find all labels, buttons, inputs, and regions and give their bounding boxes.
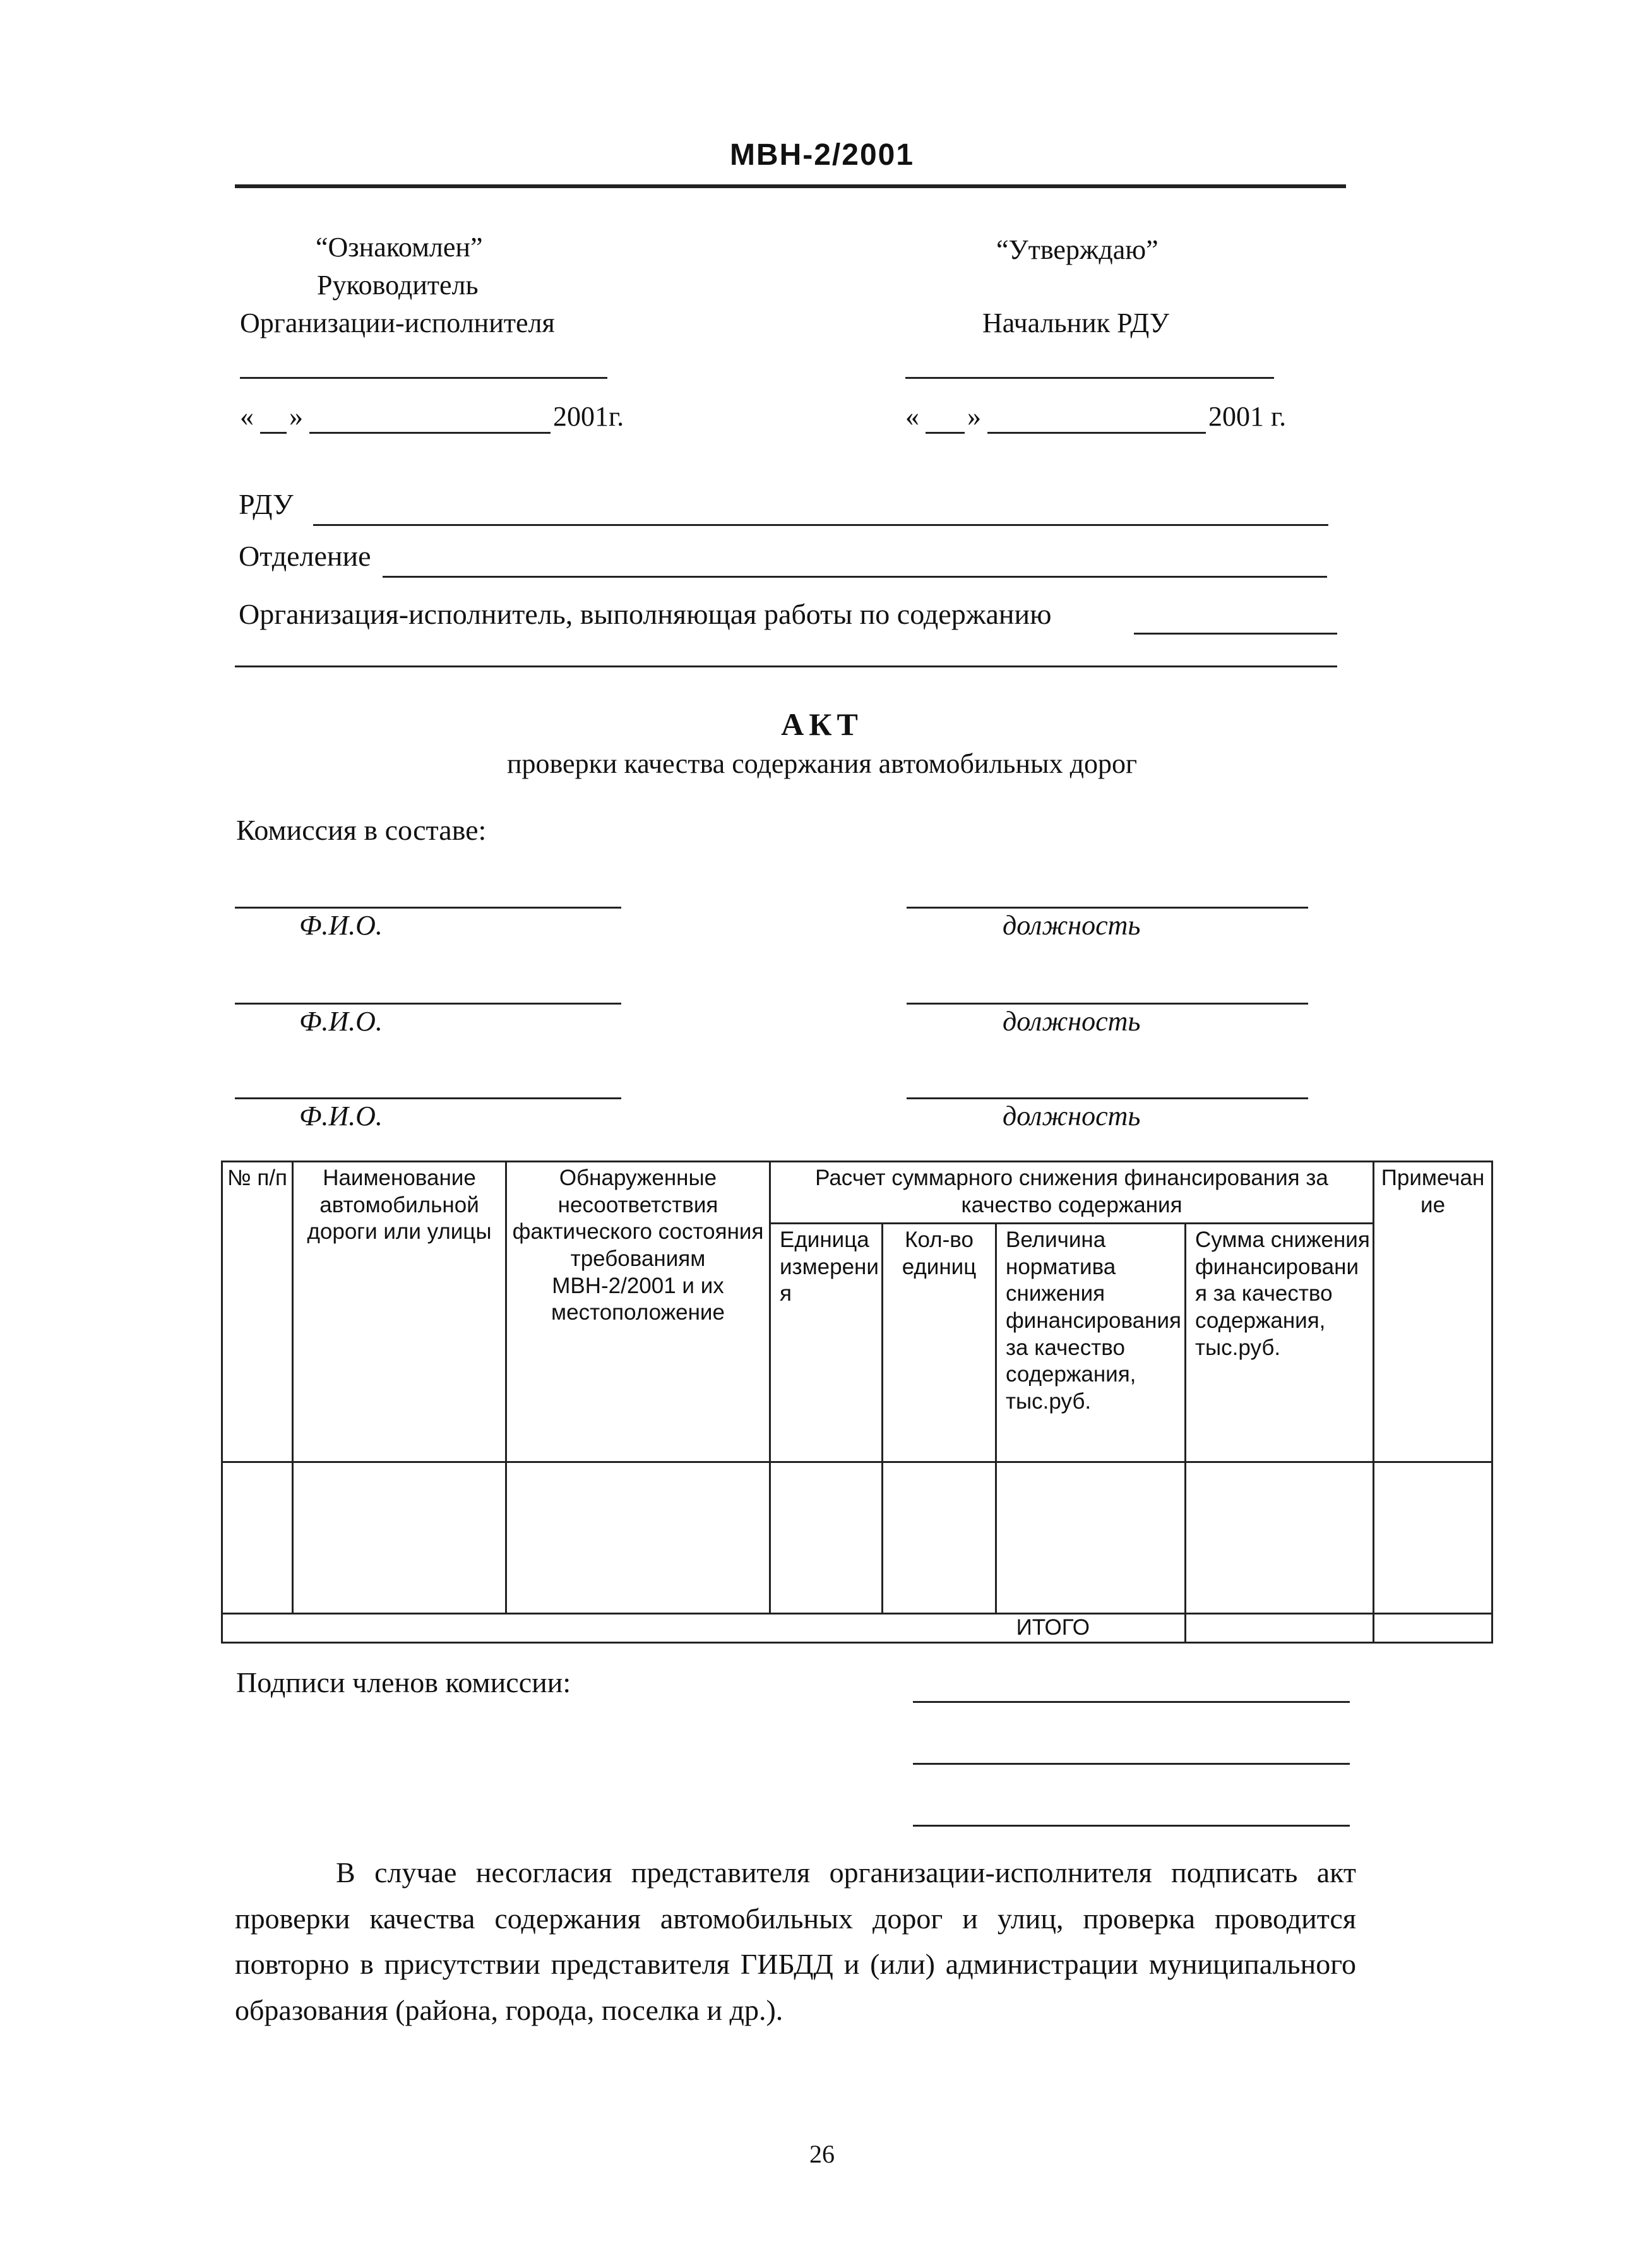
left-role-1: Руководитель [317,270,479,301]
table-cell[interactable] [883,1462,996,1614]
col-issues-header: Обнаруженные несоответствия фактического состояния требованиям МВН-2/2001 и их местоположение [506,1162,770,1462]
col-road-header: Наименование автомобильной дороги или улицы [293,1162,506,1462]
table-cell[interactable] [293,1462,506,1614]
table-cell[interactable] [1186,1462,1374,1614]
col-sum-header: Сумма снижения финансирования за качество содержания, тыс.руб. [1186,1224,1374,1462]
right-date-month-line [987,432,1206,434]
member-3-name-line [235,1097,621,1099]
table-cell[interactable] [506,1462,770,1614]
left-date-year: 2001г. [553,401,624,432]
member-2-position-caption: должность [1003,1006,1141,1037]
right-signature-line [905,377,1274,379]
right-role: Начальник РДУ [982,307,1169,338]
total-row [222,1614,1492,1643]
act-subtitle: проверки качества содержания автомобильных дорог [506,748,1138,779]
page-number: 26 [809,2140,835,2168]
signature-line-2 [913,1763,1350,1765]
signature-line-1 [913,1701,1350,1703]
commission-label: Комиссия в составе: [236,814,487,846]
member-3-position-caption: должность [1003,1101,1141,1131]
member-1-position-line [907,907,1308,909]
member-2-name-line [235,1003,621,1005]
contractor-fill-line-2 [235,665,1337,667]
total-note-cell[interactable] [1374,1614,1492,1643]
rdu-fill-line [313,524,1328,526]
member-3-name-caption: Ф.И.О. [299,1101,383,1131]
left-date-mid: » [289,401,303,432]
left-date-open: « [240,401,254,432]
acknowledged-label: “Ознакомлен” [316,232,483,263]
right-date-year: 2001 г. [1208,401,1287,432]
table-row [222,1462,1492,1614]
col-qty-header: Кол-во единиц [883,1224,996,1462]
col-note-header: Примечание [1374,1162,1492,1462]
col-calc-header: Расчет суммарного снижения финансирования за качество содержания [770,1162,1374,1224]
member-2-name-caption: Ф.И.О. [299,1006,383,1037]
right-date-day-line [926,432,965,434]
signature-line-3 [913,1825,1350,1827]
header-divider [235,184,1346,188]
left-signature-line [240,377,607,379]
inspection-table [221,1161,1493,1644]
approved-label: “Утверждаю” [996,234,1159,265]
left-role-2: Организации-исполнителя [240,307,555,338]
table-cell[interactable] [222,1462,293,1614]
col-norm-header: Величина норматива снижения финансирования за качество содержания, тыс.руб. [996,1224,1186,1462]
left-date-month-line [309,432,551,434]
table-cell[interactable] [770,1462,883,1614]
total-label: ИТОГО [222,1614,1186,1643]
left-date-day-line [260,432,287,434]
right-date-mid: » [967,401,981,432]
table-cell[interactable] [1374,1462,1492,1614]
contractor-fill-line [1134,633,1337,635]
document-code: МВН-2/2001 [729,138,915,172]
department-label: Отделение [239,540,371,572]
contractor-label: Организация-исполнитель, выполняющая работы по содержанию [239,598,1052,630]
act-title: АКТ [781,707,863,742]
member-1-name-line [235,907,621,909]
rdu-label: РДУ [239,488,294,520]
signatures-label: Подписи членов комиссии: [236,1666,571,1698]
disagreement-note: В случае несогласия представителя организации-исполнителя подписать акт проверки качества содержания автомобильных дорог и улиц, проверка проводится повторно в присутствии представителя ГИБДД и (или) администрации муниципального образования (района, города, поселка и др.). [235,1856,1356,2027]
member-1-name-caption: Ф.И.О. [299,910,383,941]
col-unit-header: Единица измерения [770,1224,883,1462]
member-1-position-caption: должность [1003,910,1141,941]
right-date-open: « [905,401,919,432]
total-value-cell[interactable] [1186,1614,1374,1643]
table-cell[interactable] [996,1462,1186,1614]
department-fill-line [383,576,1327,578]
col-num-header: № п/п [222,1162,293,1462]
member-3-position-line [907,1097,1308,1099]
member-2-position-line [907,1003,1308,1005]
